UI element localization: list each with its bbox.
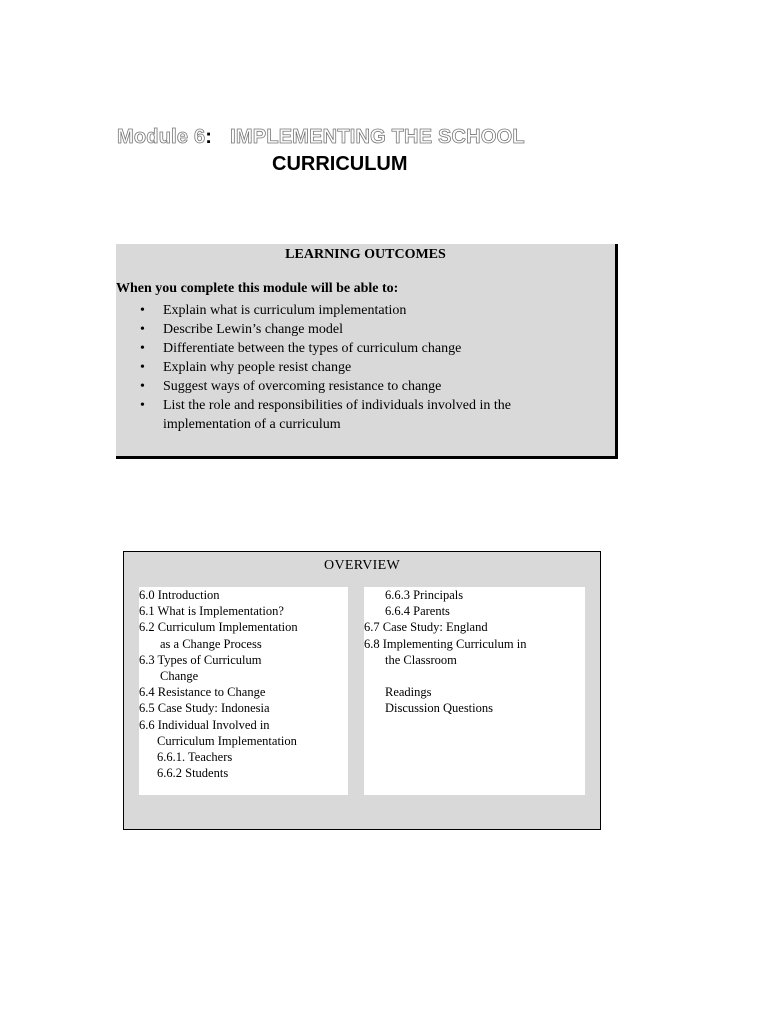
list-item [140, 320, 580, 339]
learning-outcomes-list [140, 301, 580, 434]
overview-item: 6.3 Types of Curriculum [139, 652, 262, 667]
overview-item: 6.6.1. Teachers [157, 750, 233, 765]
outcome-text: List the role and responsibilities of individuals involved in the implementation of a curriculum [163, 398, 512, 432]
overview-item: 6.6.2 Students [157, 766, 229, 781]
outcome-text: Explain why people resist change [163, 360, 352, 375]
list-item [140, 301, 580, 320]
list-item [140, 358, 580, 377]
bullet-icon: • [140, 341, 145, 356]
bullet-icon: • [140, 303, 145, 318]
overview-item: 6.6 Individual Involved in [139, 717, 270, 732]
learning-outcomes-box [116, 244, 618, 459]
overview-right-column [364, 587, 585, 795]
overview-item: 6.4 Resistance to Change [139, 685, 266, 700]
module-title-line1 [117, 126, 525, 149]
overview-left-column [139, 587, 348, 795]
overview-item: 6.5 Case Study: Indonesia [139, 701, 270, 716]
list-item [140, 396, 580, 434]
module-title-part1: IMPLEMENTING THE SCHOOL [230, 126, 525, 148]
module-label: Module 6 [117, 126, 206, 148]
overview-item: 6.6.4 Parents [385, 604, 450, 619]
overview-item: 6.1 What is Implementation? [139, 604, 284, 619]
bullet-icon: • [140, 379, 145, 394]
outcome-text: Describe Lewin’s change model [163, 322, 343, 337]
overview-item: 6.8 Implementing Curriculum in [364, 636, 527, 651]
overview-item: Readings [385, 685, 432, 700]
bullet-icon: • [140, 360, 145, 375]
outcome-text: Differentiate between the types of curriculum change [163, 341, 462, 356]
overview-box [123, 551, 601, 830]
bullet-icon: • [140, 322, 145, 337]
overview-item: Discussion Questions [385, 701, 493, 716]
overview-item: 6.7 Case Study: England [364, 620, 488, 635]
outcome-text: Suggest ways of overcoming resistance to change [163, 379, 442, 394]
overview-item: the Classroom [385, 652, 457, 667]
overview-title: OVERVIEW [324, 558, 400, 573]
overview-item: Curriculum Implementation [157, 733, 297, 748]
learning-outcomes-lead: When you complete this module will be able to: [116, 281, 399, 296]
overview-item: 6.2 Curriculum Implementation [139, 620, 298, 635]
bullet-icon: • [140, 398, 145, 413]
learning-outcomes-title: LEARNING OUTCOMES [285, 247, 446, 262]
list-item [140, 377, 580, 396]
overview-item: Change [160, 669, 199, 684]
list-item [140, 339, 580, 358]
overview-item: 6.0 Introduction [139, 588, 220, 602]
module-colon: : [205, 126, 213, 148]
module-title-part2: CURRICULUM [272, 153, 408, 175]
overview-item: 6.6.3 Principals [385, 588, 464, 602]
overview-item: as a Change Process [160, 636, 262, 651]
outcome-text: Explain what is curriculum implementation [163, 303, 407, 318]
